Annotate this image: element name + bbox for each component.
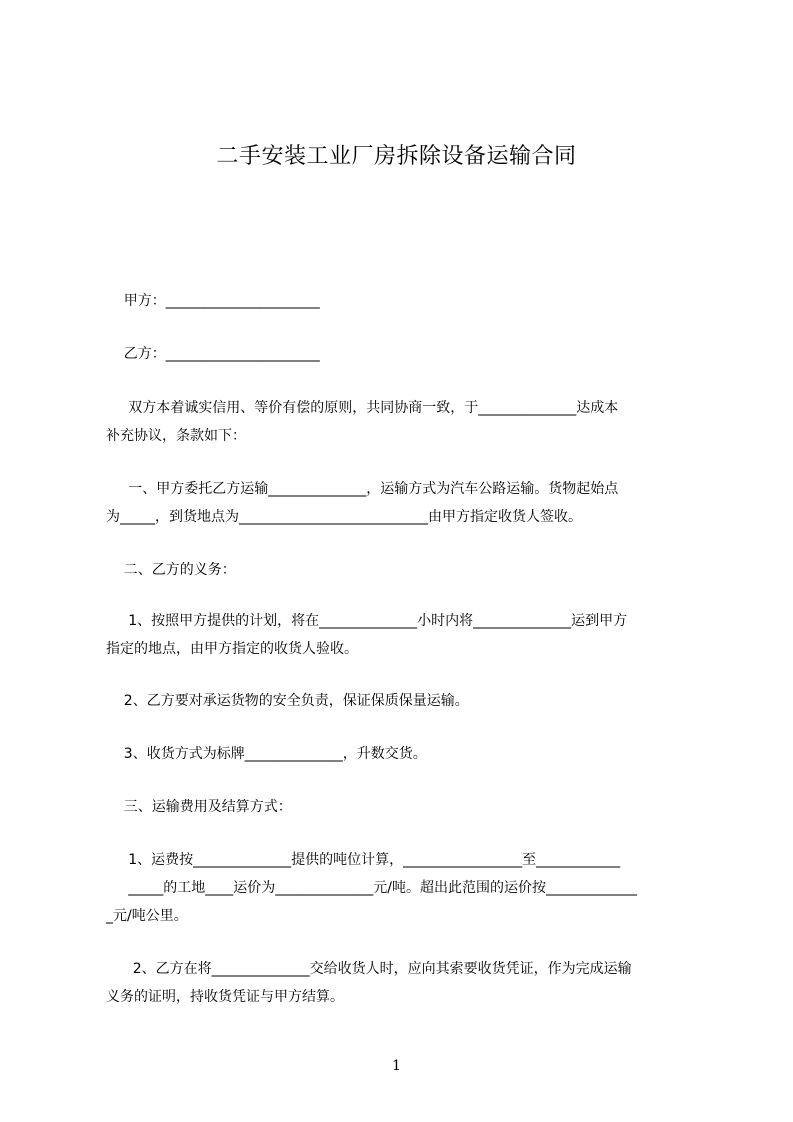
clause-1-line-2: 为_____，到货地点为___________________________由甲方指定收货人签收。 [106,509,582,525]
document-title: 二手安装工业厂房拆除设备运输合同 [216,144,577,169]
clause-2-item-1-line-2: 指定的地点，由甲方指定的收货人验收。 [106,641,358,657]
clause-2-item-3: 3、收货方式为标牌______________，升数交货。 [106,746,427,762]
preamble-line-2: 补充协议，条款如下： [106,428,246,444]
clause-3-item-2-line-1: 2、乙方在将______________交给收货人时，应向其索要收货凭证，作为完成运输 [106,961,632,977]
clause-2-heading: 二、乙方的义务： [106,562,236,578]
clause-2-item-2: 2、乙方要对承运货物的安全负责，保证保质保量运输。 [106,693,469,709]
clause-3-item-1-line-2: _____的工地____运价为______________元/吨。超出此范围的运价按_____________ [106,880,637,896]
party-b-line: 乙方：______________________ [106,346,320,362]
clause-3-item-2-line-2: 义务的证明，持收货凭证与甲方结算。 [106,989,344,1005]
clause-3-item-1-line-1: 1、运费按______________提供的吨位计算，_________________至____________ [106,852,621,868]
clause-3-item-1-line-3: _元/吨公里。 [106,908,188,924]
preamble-line-1: 双方本着诚实信用、等价有偿的原则，共同协商一致，于______________达成本 [106,400,619,416]
party-a-line: 甲方：______________________ [106,293,320,309]
clause-2-item-1-line-1: 1、按照甲方提供的计划，将在______________小时内将______________运到甲方 [106,613,628,629]
clause-1-line-1: 一、甲方委托乙方运输______________，运输方式为汽车公路运输。货物起始点 [106,481,619,497]
clause-3-heading: 三、运输费用及结算方式： [106,799,292,815]
page-number: 1 [392,1058,401,1074]
